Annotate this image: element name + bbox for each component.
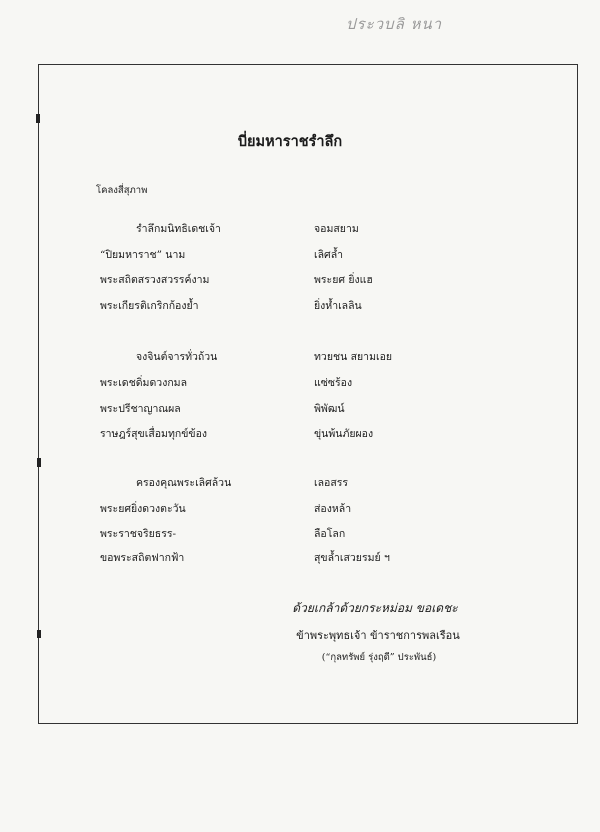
stanza-2-line-3-right: พิพัฒน์ [314, 403, 345, 415]
document-sheet [38, 64, 578, 724]
stanza-3-line-4-right: สุขล้ำเสวยรมย์ ฯ [314, 552, 390, 564]
punch-mark-lower [37, 630, 41, 638]
stanza-3-line-2-left: พระยศยิ่งดวงตะวัน [100, 503, 186, 515]
stanza-2-line-4-right: ขุ่นพ้นภัยผอง [314, 428, 374, 440]
stanza-2-line-1-left: จงจินต์จารทั่วถ้วน [136, 351, 218, 363]
document-title: บี่ยมหาราชรำลึก [237, 133, 343, 150]
stanza-2-line-2-left: พระเดชดิ่มดวงกมล [100, 377, 188, 389]
stanza-1-line-3-left: พระสถิตสรวงสวรรค์งาม [100, 274, 210, 286]
stanza-1-line-3-right: พระยศ ยิ่งแฮ [314, 274, 373, 286]
stanza-3-line-3-left: พระราชจริยธรร- [100, 528, 177, 540]
salutation-line: ด้วยเกล้าด้วยกระหม่อม ขอเดชะ [292, 601, 458, 615]
stanza-2-line-1-right: ทวยชน สยามเอย [314, 351, 393, 363]
stanza-1-line-1-left: รำลึกมนิทธิเดชเจ้า [136, 223, 221, 235]
stanza-1-line-4-right: ยิ่งห้ำเลลิน [314, 300, 362, 312]
stanza-3-line-4-left: ขอพระสถิตฟากฟ้า [100, 552, 185, 564]
stanza-2-line-3-left: พระปรีชาญาณผล [100, 403, 181, 415]
punch-mark-top [36, 114, 40, 123]
stanza-3-line-1-left: ครองคุณพระเลิศล้วน [136, 477, 232, 489]
stanza-2-line-2-right: แซ่ซร้อง [314, 377, 353, 389]
stanza-3-line-1-right: เลอสรร [314, 477, 349, 489]
author-title-line: ข้าพระพุทธเจ้า ข้าราชการพลเรือน [296, 629, 460, 642]
stanza-1-line-4-left: พระเกียรติเกริกก้องย้ำ [100, 300, 199, 312]
stanza-3-line-2-right: ส่องหล้า [314, 503, 352, 515]
punch-mark-middle [37, 458, 41, 467]
author-credit-line: (“กุลทรัพย์ รุ่งฤดี” ประพันธ์) [321, 652, 437, 663]
stanza-2-line-4-left: ราษฎร์สุขเสื่อมทุกข์ข้อง [100, 428, 208, 440]
stanza-1-line-2-left: “ปิยมหาราช” นาม [100, 249, 186, 261]
stanza-3-line-3-right: ลือโลก [314, 528, 346, 540]
stanza-1-line-2-right: เลิศล้ำ [314, 249, 344, 261]
preface-label: โคลงสี่สุภาพ [96, 185, 148, 196]
handwritten-note: ประวบลิ หนา [346, 15, 443, 33]
stanza-1-line-1-right: จอมสยาม [314, 223, 359, 235]
